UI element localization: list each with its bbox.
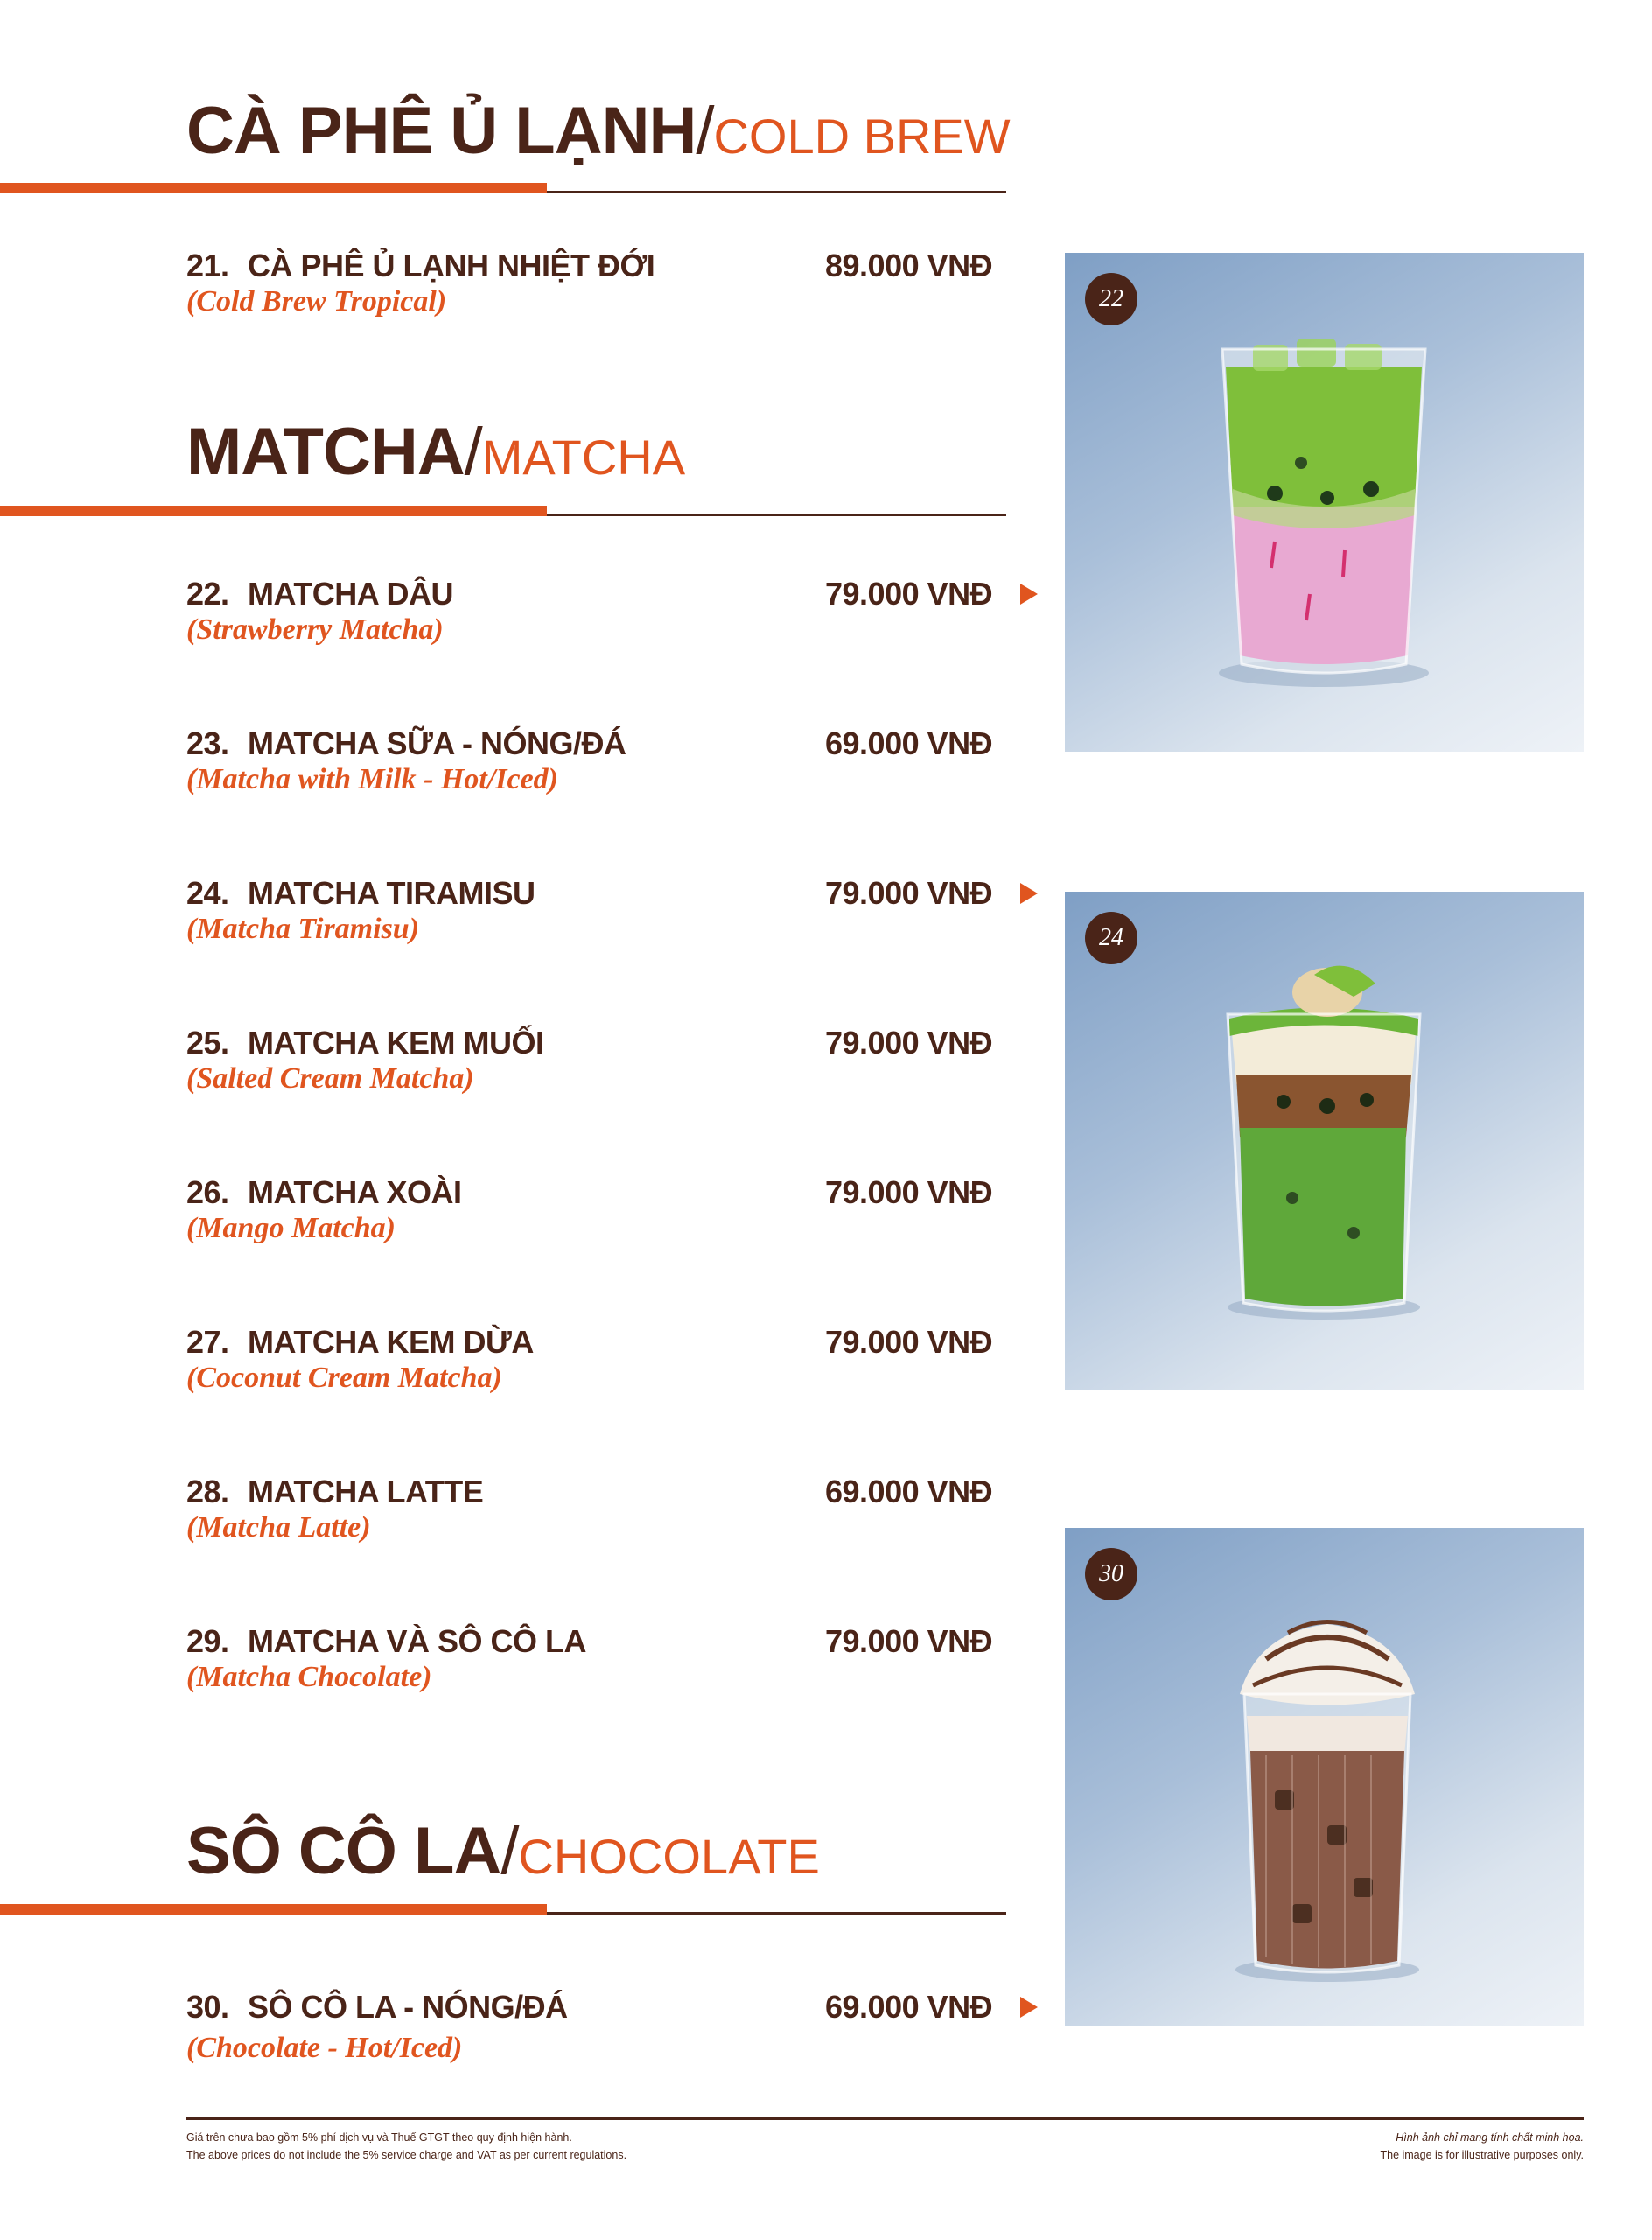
menu-item-22[interactable] <box>186 578 1061 657</box>
item-price: 69.000 VNĐ <box>825 1474 993 1509</box>
item-number: 27. <box>186 1324 229 1360</box>
footer-image-note <box>1380 2129 1584 2164</box>
item-price: 79.000 VNĐ <box>825 576 993 612</box>
item-price: 69.000 VNĐ <box>825 725 993 761</box>
item-name <box>186 725 626 761</box>
item-price: 69.000 VNĐ <box>825 1989 993 2025</box>
item-number: 24. <box>186 875 229 911</box>
section-title-vi: MATCHA <box>186 415 465 489</box>
item-name-vi: MATCHA SỮA - NÓNG/ĐÁ <box>248 725 626 761</box>
drink-photo-chocolate <box>1065 1528 1584 2026</box>
menu-item-30[interactable] <box>186 1989 1061 2070</box>
item-name <box>186 578 453 610</box>
photo-badge: 24 <box>1085 912 1138 964</box>
item-name-en: (Matcha Tiramisu) <box>186 913 420 945</box>
item-number: 22. <box>186 576 229 612</box>
play-arrow-icon[interactable] <box>1020 883 1038 904</box>
section-title-en: MATCHA <box>481 430 686 485</box>
item-name-vi: MATCHA KEM MUỐI <box>248 1025 544 1060</box>
item-name <box>186 1989 568 2025</box>
item-price: 79.000 VNĐ <box>825 1623 993 1659</box>
section-title-cold-brew <box>186 94 1011 168</box>
section-divider <box>0 506 1006 518</box>
footer-note-vi: Giá trên chưa bao gồm 5% phí dịch vụ và Thuế GTGT theo quy định hiện hành. <box>186 2132 572 2144</box>
play-arrow-icon[interactable] <box>1020 1997 1038 2018</box>
footer-note-en: The above prices do not include the 5% service charge and VAT as per current regulations. <box>186 2149 627 2161</box>
menu-item-27[interactable] <box>186 1326 1061 1405</box>
item-name-vi: MATCHA VÀ SÔ CÔ LA <box>248 1623 586 1659</box>
item-price: 79.000 VNĐ <box>825 1174 993 1210</box>
item-name-en: (Matcha with Milk - Hot/Iced) <box>186 763 558 795</box>
item-name-vi: MATCHA DÂU <box>248 576 453 612</box>
footer-price-note <box>186 2129 626 2164</box>
item-name-en: (Coconut Cream Matcha) <box>186 1362 502 1394</box>
play-arrow-icon[interactable] <box>1020 584 1038 605</box>
menu-item-23[interactable] <box>186 725 1061 807</box>
menu-item-29[interactable] <box>186 1623 1061 1704</box>
item-name <box>186 1476 483 1508</box>
section-title-vi: SÔ CÔ LA <box>186 1814 501 1888</box>
footer-divider <box>186 2118 1584 2120</box>
menu-item-21[interactable] <box>186 250 1061 329</box>
item-number: 29. <box>186 1623 229 1659</box>
item-price: 79.000 VNĐ <box>825 1324 993 1360</box>
item-name <box>186 250 654 282</box>
item-name-en: (Strawberry Matcha) <box>186 613 444 646</box>
item-name-vi: SÔ CÔ LA - NÓNG/ĐÁ <box>248 1989 568 2025</box>
photo-badge: 30 <box>1085 1548 1138 1600</box>
item-name-vi: MATCHA TIRAMISU <box>248 875 536 911</box>
item-name-vi: MATCHA KEM DỪA <box>248 1324 534 1360</box>
section-title-vi: CÀ PHÊ Ủ LẠNH <box>186 94 696 168</box>
item-name-vi: CÀ PHÊ Ủ LẠNH NHIỆT ĐỚI <box>248 248 655 284</box>
matcha-tiramisu-illustration <box>1065 892 1584 1390</box>
section-divider <box>0 1904 1006 1916</box>
menu-item-26[interactable] <box>186 1174 1061 1256</box>
menu-item-28[interactable] <box>186 1476 1061 1555</box>
item-number: 25. <box>186 1025 229 1060</box>
item-name <box>186 1027 543 1059</box>
section-title-slash: / <box>696 94 714 168</box>
menu-item-24[interactable] <box>186 875 1061 956</box>
item-price: 79.000 VNĐ <box>825 1025 993 1060</box>
item-price: 79.000 VNĐ <box>825 875 993 911</box>
photo-badge: 22 <box>1085 273 1138 326</box>
section-title-chocolate <box>186 1814 820 1888</box>
item-price: 89.000 VNĐ <box>825 248 993 284</box>
strawberry-matcha-illustration <box>1065 253 1584 752</box>
item-name <box>186 1326 534 1358</box>
footer-image-note-vi: Hình ảnh chỉ mang tính chất minh họa. <box>1396 2132 1584 2144</box>
item-name-vi: MATCHA LATTE <box>248 1474 484 1509</box>
item-name-en: (Chocolate - Hot/Iced) <box>186 2032 463 2064</box>
item-name-en: (Salted Cream Matcha) <box>186 1062 474 1095</box>
item-number: 23. <box>186 725 229 761</box>
item-name-en: (Matcha Latte) <box>186 1511 371 1544</box>
section-title-slash: / <box>464 415 482 489</box>
item-name-en: (Matcha Chocolate) <box>186 1661 432 1693</box>
item-number: 30. <box>186 1989 229 2025</box>
item-number: 21. <box>186 248 229 284</box>
section-title-en: COLD BREW <box>713 108 1011 164</box>
item-name-en: (Cold Brew Tropical) <box>186 285 447 318</box>
chocolate-drink-illustration <box>1065 1528 1584 2026</box>
section-title-matcha <box>186 415 686 489</box>
item-name <box>186 1174 462 1210</box>
section-divider <box>0 183 1006 195</box>
item-number: 26. <box>186 1174 229 1210</box>
section-title-slash: / <box>500 1814 519 1888</box>
item-name <box>186 1623 586 1659</box>
drink-photo-matcha-tiramisu <box>1065 892 1584 1390</box>
item-name-en: (Mango Matcha) <box>186 1212 396 1244</box>
drink-photo-strawberry-matcha <box>1065 253 1584 752</box>
item-number: 28. <box>186 1474 229 1509</box>
section-title-en: CHOCOLATE <box>518 1829 820 1884</box>
item-name <box>186 875 536 911</box>
menu-item-25[interactable] <box>186 1027 1061 1106</box>
footer-image-note-en: The image is for illustrative purposes only. <box>1380 2149 1584 2161</box>
item-name-vi: MATCHA XOÀI <box>248 1174 462 1210</box>
